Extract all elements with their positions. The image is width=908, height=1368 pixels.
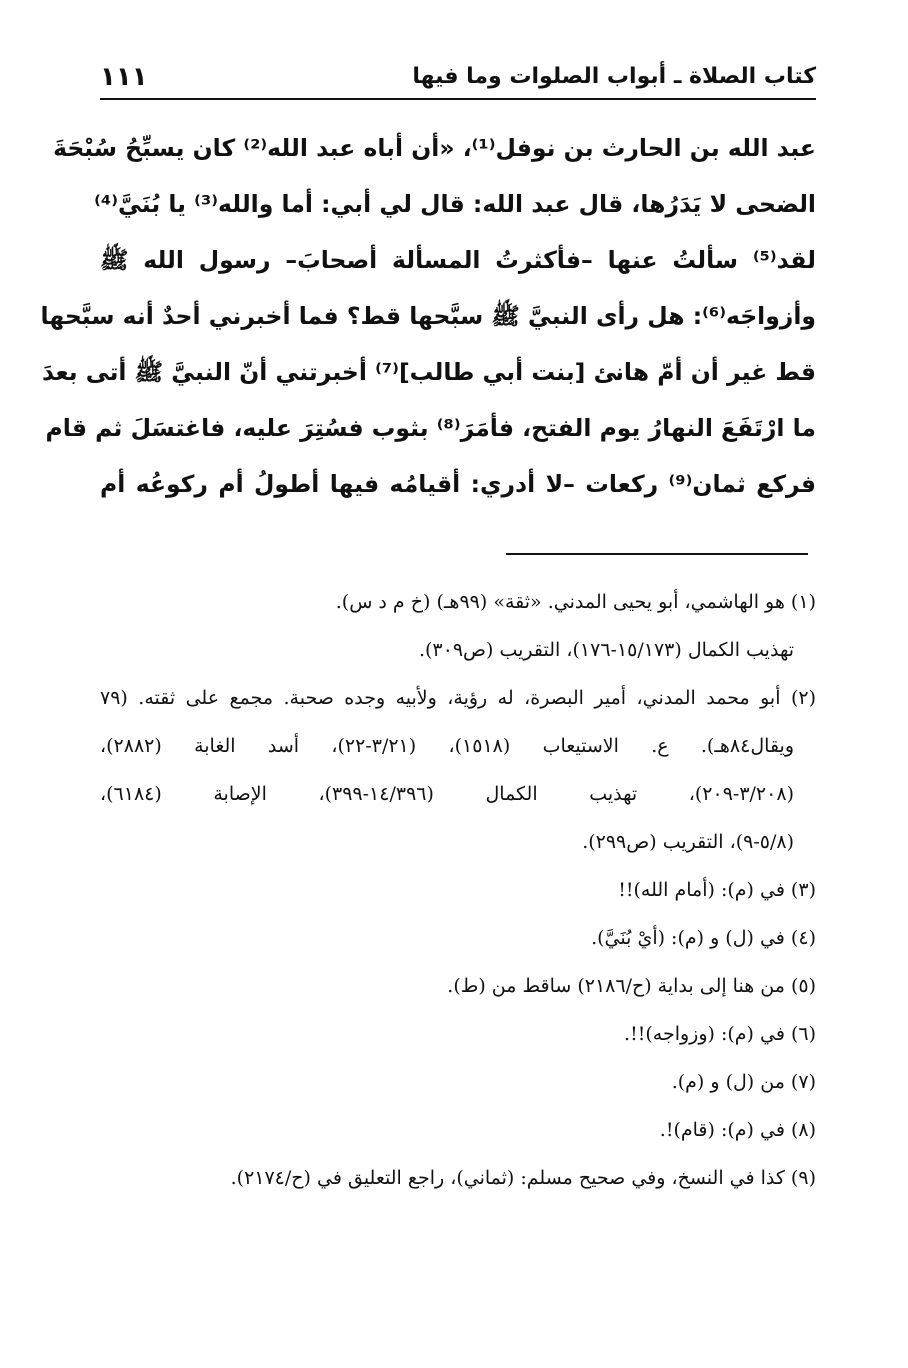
footnote-line: (٨) في (م): (قام)!. [659,1119,816,1141]
footnote-line: (٤) في (ل) و (م): (أيْ بُنَيَّ). [591,927,816,949]
footnote-line: (١) هو الهاشمي، أبو يحيى المدني. «ثقة» (٩٩هـ) (خ م د س). [335,591,816,613]
main-text-line: الضحى لا يَدَرُها، قال عبد الله: قال لي أبي: أما والله⁽³⁾ يا بُنَيَّ⁽⁴⁾ [94,190,816,218]
main-text [40,120,816,512]
main-text-line: فركع ثمان⁽⁹⁾ ركعات –لا أدري: أقيامُه فيها أطولُ أم ركوعُه أم [100,470,816,498]
running-header [100,62,816,96]
page-number: ١١١ [100,62,148,92]
footnote-line: ويقال٨٤هـ). ع. الاستيعاب (١٥١٨)، (٣/٢١-٢٢)، أسد الغابة (٢٨٨٢)، [100,735,795,757]
main-text-line: قط غير أن أمّ هانئ [بنت أبي طالب]⁽⁷⁾ أخبرتني أنّ النبيَّ ﷺ أتى بعدَ [41,358,816,386]
main-text-line: وأزواجَه⁽⁶⁾: هل رأى النبيَّ ﷺ سبَّحها قط؟ فما أخبرني أحدٌ أنه سبَّحها [40,302,816,330]
footnotes [100,578,816,1202]
main-text-line: لقد⁽⁵⁾ سألتُ عنها –فأكثرتُ المسألة أصحابَ– رسول الله ﷺ [100,246,816,274]
footnote-line: (٣/٢٠٨-٢٠٩)، تهذيب الكمال (١٤/٣٩٦-٣٩٩)، الإصابة (٦١٨٤)، [100,783,794,805]
footnote-line: (٢) أبو محمد المدني، أمير البصرة، له رؤية، ولأبيه وجده صحبة. مجمع على ثقته. (٧٩ [100,687,816,709]
footnote-line: (٦) في (م): (وزواجه)!!. [624,1023,816,1045]
footnote-separator [506,553,808,555]
footnote-line: (٣) في (م): (أمام الله)!! [618,879,816,901]
footnote-line: (٧) من (ل) و (م). [671,1071,816,1093]
footnote-line: (٩) كذا في النسخ، وفي صحيح مسلم: (ثماني)، راجع التعليق في (ح/٢١٧٤). [230,1167,816,1189]
footnote-line: (٥/٨-٩)، التقريب (ص٢٩٩). [582,831,794,853]
main-text-line: ما ارْتَفَعَ النهارُ يوم الفتح، فأمَرَ⁽⁸⁾ بثوب فسُتِرَ عليه، فاغتسَلَ ثم قام [45,414,816,442]
header-rule [100,98,816,100]
footnote-line: (٥) من هنا إلى بداية (ح/٢١٨٦) ساقط من (ط). [447,975,816,997]
main-text-line: عبد الله بن الحارث بن نوفل⁽¹⁾، «أن أباه عبد الله⁽²⁾ كان يسبِّحُ سُبْحَةَ [53,134,816,162]
header-title: كتاب الصلاة ـ أبواب الصلوات وما فيها [412,64,816,89]
footnote-line: تهذيب الكمال (١٥/١٧٣-١٧٦)، التقريب (ص٣٠٩). [418,639,794,661]
